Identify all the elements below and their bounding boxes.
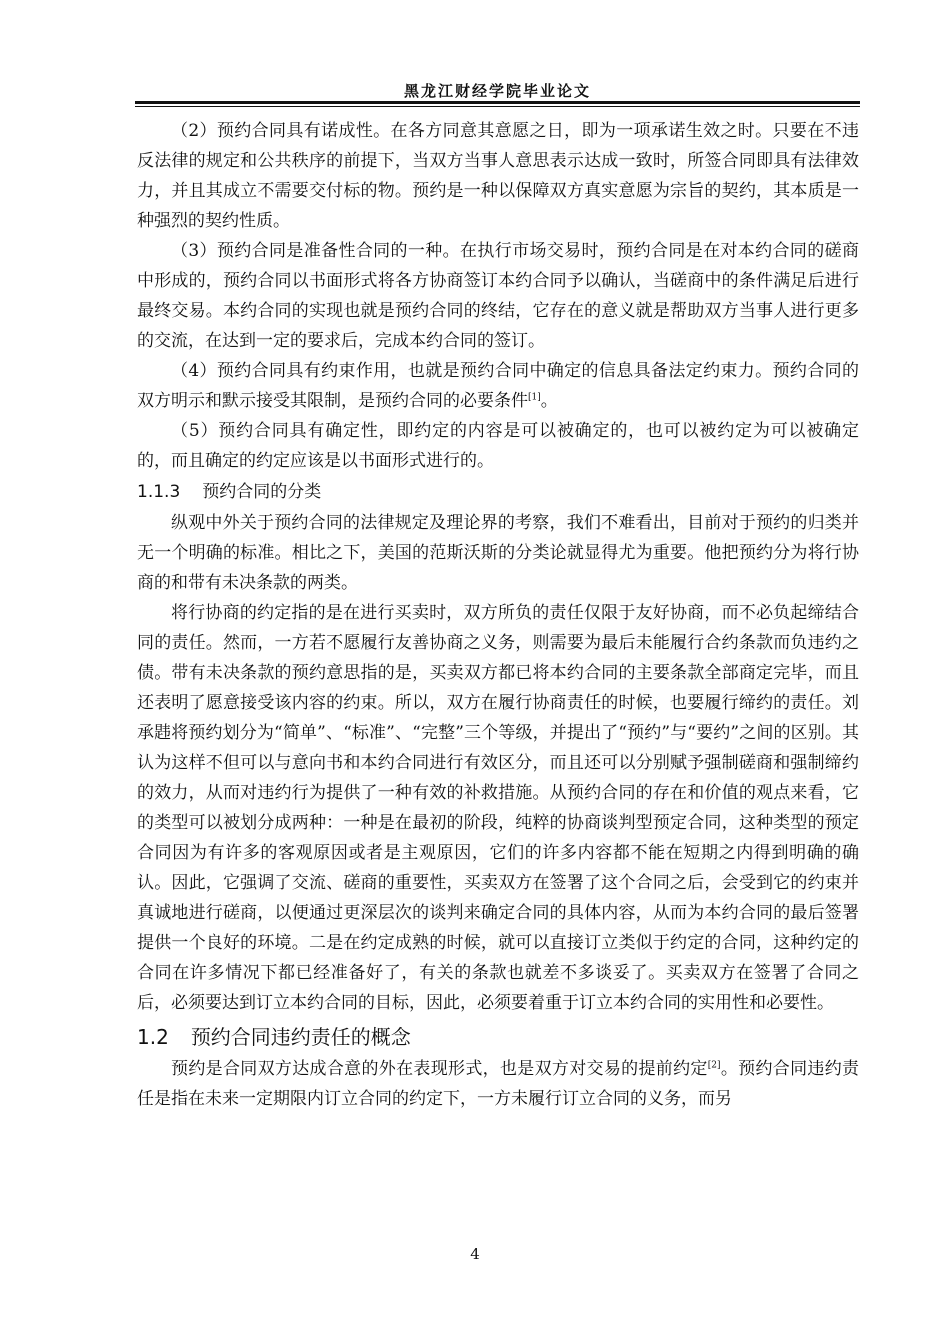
section-number: 1.1.3 xyxy=(137,482,181,502)
paragraph-point-4-end: 。 xyxy=(540,391,558,411)
paragraph-liability-text: 预约是合同双方达成合意的外在表现形式，也是双方对交易的提前约定 xyxy=(171,1059,708,1079)
paragraph-liability-end: 。预约合同违约责任是指在未来一定期限内订立合同的约定下，一方未履行订立合同的义务，而另 xyxy=(137,1059,860,1109)
section-number: 1.2 xyxy=(137,1025,169,1049)
header-rule-thin xyxy=(135,106,860,107)
paragraph-classification-intro: 纵观中外关于预约合同的法律规定及理论界的考察，我们不难看出，目前对于预约的归类并无一个明确的标准。相比之下，美国的范斯沃斯的分类论就显得尤为重要。他把预约分为将行协商的和带有未决条款的两类。 xyxy=(137,513,859,593)
paragraph-point-4 xyxy=(137,356,859,416)
paragraph-liability-concept xyxy=(137,1054,859,1114)
paragraph-point-2: （2）预约合同具有诺成性。在各方同意其意愿之日，即为一项承诺生效之时。只要在不违反法律的规定和公共秩序的前提下，当双方当事人意思表示达成一致时，所签合同即具有法律效力，并且其成立不需要交付标的物。预约是一种以保障双方真实意愿为宗旨的契约，其本质是一种强烈的契约性质。 xyxy=(137,121,859,231)
paragraph-classification-detail: 将行协商的约定指的是在进行买卖时，双方所负的责任仅限于友好协商，而不必负起缔结合同的责任。然而，一方若不愿履行友善协商之义务，则需要为最后未能履行合约条款而负违约之债。带有未决条款的预约意思指的是，买卖双方都已将本约合同的主要条款全部商定完毕，而且还表明了愿意接受该内容的约束。所以，双方在履行协商责任的时候，也要履行缔约的责任。刘承韪将预约划分为“简单”、“标准”、“完整”三个等级，并提出了“预约”与“要约”之间的区别。其认为这样不但可以与意向书和本约合同进行有效区分，而且还可以分别赋予强制磋商和强制缔约的效力，从而对违约行为提供了一种有效的补救措施。从预约合同的存在和价值的观点来看，它的类型可以被划分成两种：一种是在最初的阶段，纯粹的协商谈判型预定合同，这种类型的预定合同因为有许多的客观原因或者是主观原因，它们的许多内容都不能在短期之内得到明确的确认。因此，它强调了交流、磋商的重要性，买卖双方在签署了这个合同之后，会受到它的约束并真诚地进行磋商，以便通过更深层次的谈判来确定合同的具体内容，从而为本约合同的最后签署提供一个良好的环境。二是在约定成熟的时候，就可以直接订立类似于约定的合同，这种约定的合同在许多情况下都已经准备好了，有关的条款也就差不多谈妥了。买卖双方在签署了合同之后，必须要达到订立本约合同的目标，因此，必须要着重于订立本约合同的实用性和必要性。 xyxy=(137,603,859,1013)
header-rule-thick xyxy=(135,101,860,104)
section-heading-1-1-3 xyxy=(137,477,859,507)
paragraph-point-5: （5）预约合同具有确定性，即约定的内容是可以被确定的，也可以被约定为可以被确定的，而且确定的约定应该是以书面形式进行的。 xyxy=(137,421,859,471)
running-header: 黑龙江财经学院毕业论文 xyxy=(403,82,591,100)
page-body xyxy=(137,116,859,1114)
paragraph-point-4-text: （4）预约合同具有约束作用，也就是预约合同中确定的信息具备法定约束力。预约合同的双方明示和默示接受其限制，是预约合同的必要条件 xyxy=(137,361,859,411)
section-heading-1-2 xyxy=(137,1020,859,1054)
citation-ref-2: [2] xyxy=(707,1060,721,1071)
section-title: 预约合同违约责任的概念 xyxy=(190,1025,411,1049)
section-title: 预约合同的分类 xyxy=(202,482,322,502)
paragraph-point-3: （3）预约合同是准备性合同的一种。在执行市场交易时，预约合同是在对本约合同的磋商中形成的，预约合同以书面形式将各方协商签订本约合同予以确认，当磋商中的条件满足后进行最终交易。本约合同的实现也就是预约合同的终结，它存在的意义就是帮助双方当事人进行更多的交流，在达到一定的要求后，完成本约合同的签订。 xyxy=(137,241,859,351)
citation-ref-1: [1] xyxy=(528,392,541,403)
page-number: 4 xyxy=(470,1245,480,1263)
